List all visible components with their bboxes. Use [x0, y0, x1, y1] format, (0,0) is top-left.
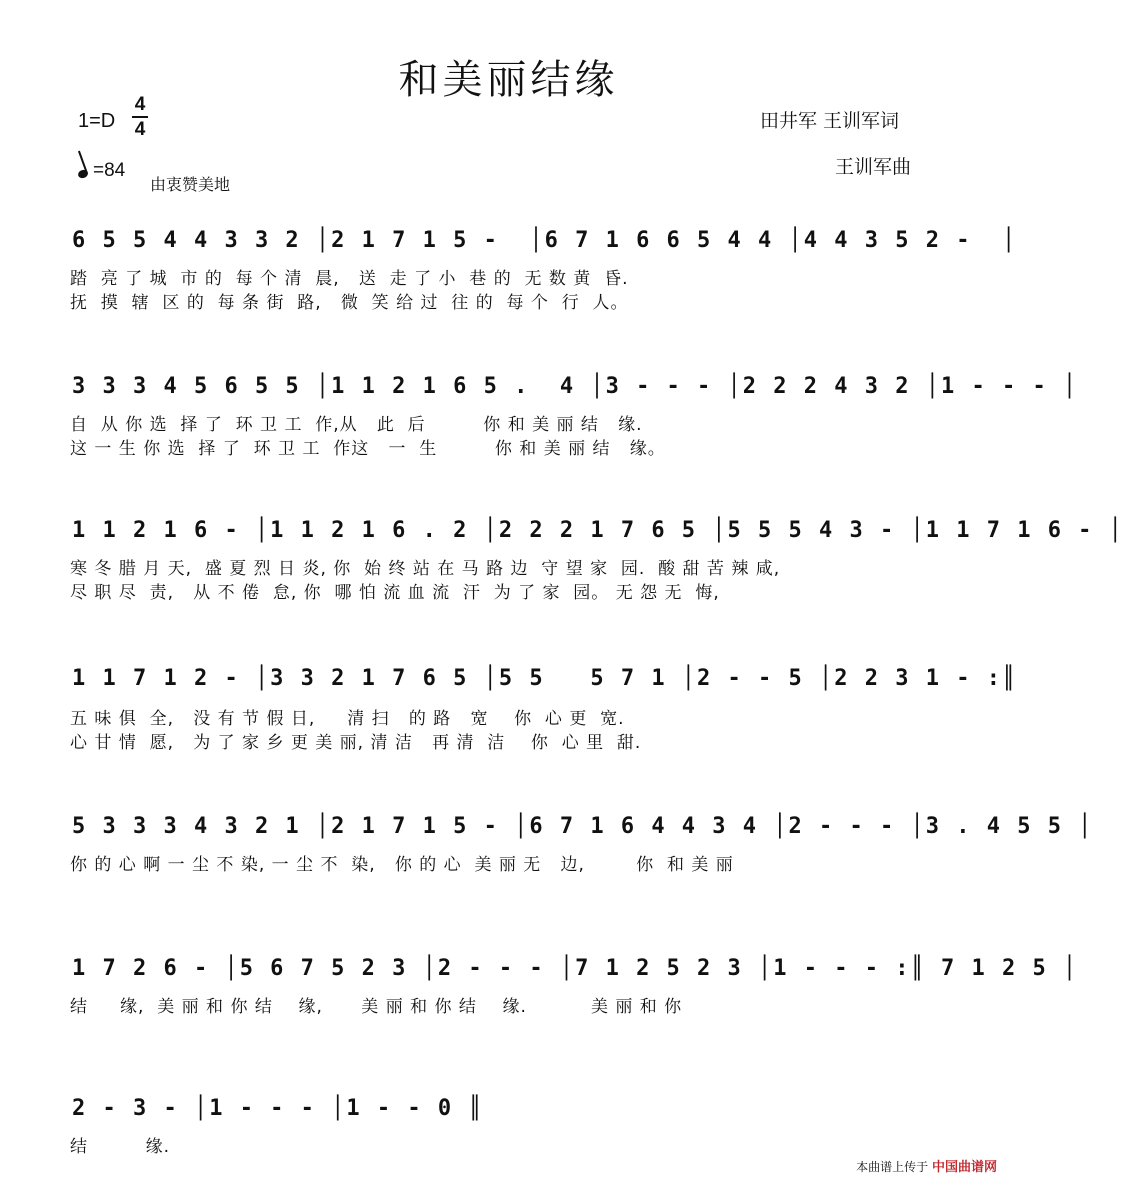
expression-marking: 由衷赞美地 — [150, 175, 231, 194]
notation-line-2: 3 3 3 4 5 6 5 5 │1 1 2 1 6 5 . 4 │3 - - - │2 2 2 4 3 2 │1 - - - │ — [72, 374, 1079, 399]
lyric-line-7: 结 缘. — [70, 1137, 171, 1157]
tempo-marking — [78, 160, 125, 182]
tempo-value: =84 — [93, 160, 126, 181]
lyric-line-6: 结 缘, 美 丽 和 你 结 缘, 美 丽 和 你 结 缘. 美 丽 和 你 — [70, 997, 683, 1017]
lyric-line-4-verse-2: 心 甘 情 愿, 为 了 家 乡 更 美 丽, 清 洁 再 清 洁 你 心 里 甜. — [70, 733, 642, 753]
lyric-line-5: 你 的 心 啊 一 尘 不 染, 一 尘 不 染, 你 的 心 美 丽 无 边, 你 和 美 丽 — [70, 855, 734, 875]
lyric-line-1-verse-2: 抚 摸 辖 区 的 每 条 街 路, 微 笑 给 过 往 的 每 个 行 人。 — [70, 293, 629, 313]
time-signature — [130, 94, 150, 140]
footer-text: 本曲谱上传于 — [856, 1160, 929, 1174]
lyric-line-2-verse-1: 自 从 你 选 择 了 环 卫 工 作,从 此 后 你 和 美 丽 结 缘. — [70, 415, 643, 435]
lyricist-credit: 田井军 王训军词 — [760, 110, 900, 132]
site-logo[interactable]: 中国曲谱网 — [931, 1160, 997, 1175]
upload-footer — [856, 1156, 997, 1175]
composer-credit: 王训军曲 — [835, 156, 912, 178]
notation-line-7: 2 - 3 - │1 - - - │1 - - 0 ║ — [72, 1096, 484, 1121]
time-signature-top: 4 — [134, 94, 146, 115]
notation-line-1: 6 5 5 4 4 3 3 2 │2 1 7 1 5 - │6 7 1 6 6 5 4 4 │4 4 3 5 2 - │ — [72, 228, 1018, 253]
notation-line-3: 1 1 2 1 6 - │1 1 2 1 6 . 2 │2 2 2 1 7 6 5 │5 5 5 4 3 - │1 1 7 1 6 - │ — [72, 518, 1124, 543]
lyric-line-1-verse-1: 踏 亮 了 城 市 的 每 个 清 晨, 送 走 了 小 巷 的 无 数 黄 昏. — [70, 269, 629, 289]
notation-line-4: 1 1 7 1 2 - │3 3 2 1 7 6 5 │5 5 5 7 1 │2 - - 5 │2 2 3 1 - :║ — [72, 666, 1018, 691]
key-signature: 1=D — [78, 110, 116, 132]
song-title: 和美丽结缘 — [398, 57, 619, 103]
lyric-line-4-verse-1: 五 味 俱 全, 没 有 节 假 日, 清 扫 的 路 宽 你 心 更 宽. — [70, 709, 625, 729]
lyric-line-2-verse-2: 这 一 生 你 选 择 了 环 卫 工 作这 一 生 你 和 美 丽 结 缘。 — [70, 439, 666, 459]
lyric-line-3-verse-2: 尽 职 尽 责, 从 不 倦 怠, 你 哪 怕 流 血 流 汗 为 了 家 园。 无 怨 无 悔, — [70, 583, 720, 603]
time-signature-line — [132, 116, 148, 118]
lyric-line-3-verse-1: 寒 冬 腊 月 天, 盛 夏 烈 日 炎, 你 始 终 站 在 马 路 边 守 望 家 园. 酸 甜 苦 辣 咸, — [70, 559, 781, 579]
quarter-note-icon — [77, 169, 89, 180]
notation-line-6: 1 7 2 6 - │5 6 7 5 2 3 │2 - - - │7 1 2 5 2 3 │1 - - - :║ 7 1 2 5 │ — [72, 956, 1079, 981]
notation-line-5: 5 3 3 3 4 3 2 1 │2 1 7 1 5 - │6 7 1 6 4 4 3 4 │2 - - - │3 . 4 5 5 │ — [72, 814, 1094, 839]
time-signature-bottom: 4 — [134, 119, 146, 140]
